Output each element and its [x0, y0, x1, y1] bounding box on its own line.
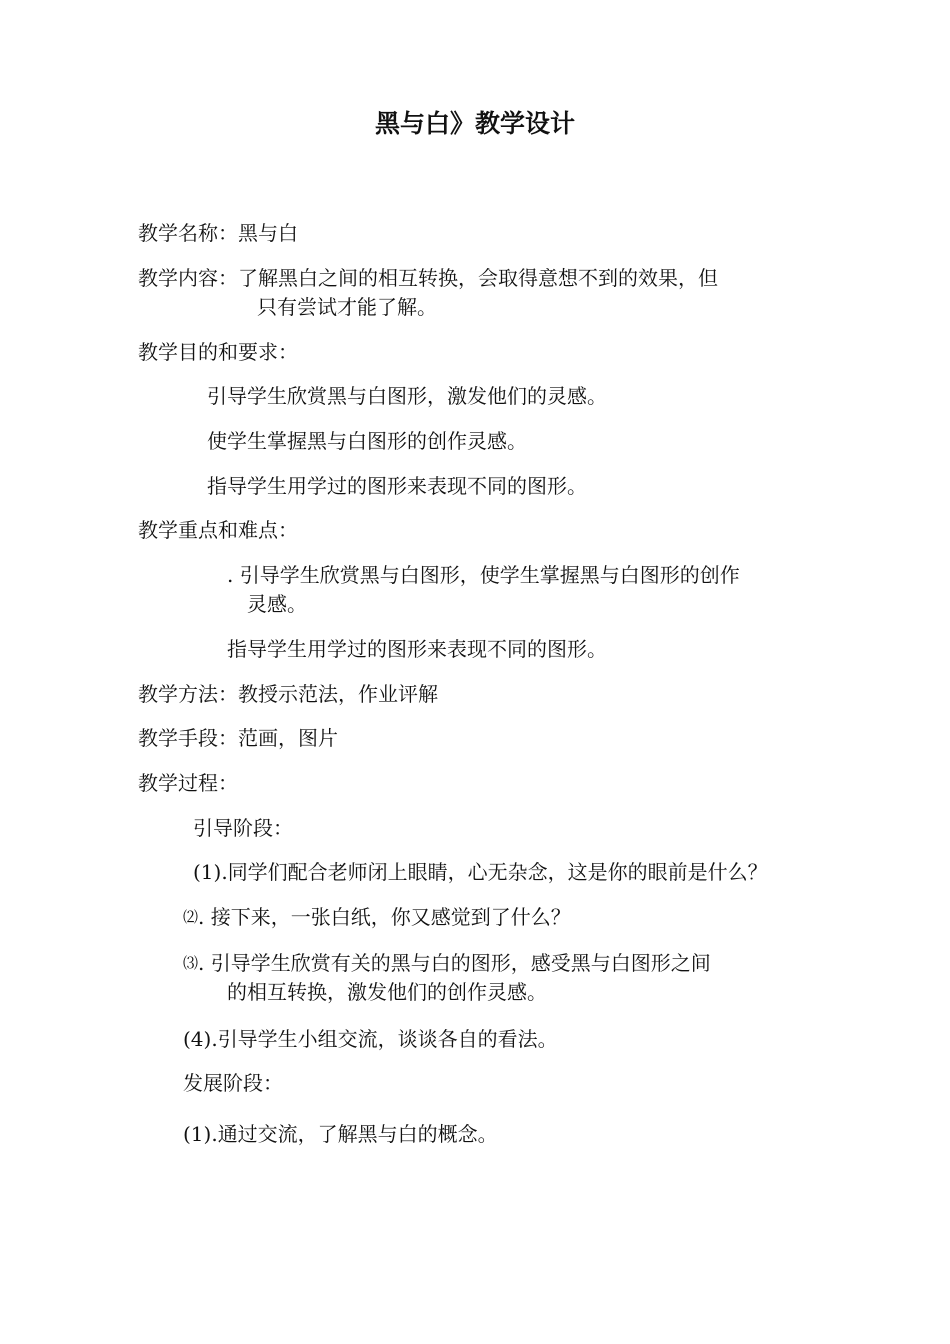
- stage-1-item-2: [183, 902, 571, 934]
- stage-1-item-4: (4).引导学生小组交流，谈谈各自的看法。: [183, 1027, 558, 1051]
- goal-item-1: 引导学生欣赏黑与白图形，激发他们的灵感。: [207, 384, 607, 408]
- stage-1-item-2-text: . 接下来，一张白纸，你又感觉到了什么？: [198, 905, 571, 929]
- goal-item-2: 使学生掌握黑与白图形的创作灵感。: [207, 429, 527, 453]
- stage-1-item-3-line-1: [183, 948, 711, 980]
- stage-1-item-3-line-2: 的相互转换，激发他们的创作灵感。: [227, 980, 547, 1004]
- teaching-method-line: 教学方法：教授示范法，作业评解: [138, 682, 438, 706]
- key-point-1-line-2: 灵感。: [247, 592, 307, 616]
- stage-1-item-1: (1).同学们配合老师闭上眼睛，心无杂念，这是你的眼前是什么？: [193, 860, 768, 884]
- document-title: 黑与白》教学设计: [374, 109, 575, 138]
- goals-heading: 教学目的和要求：: [138, 340, 298, 364]
- teaching-process-heading: 教学过程：: [138, 771, 238, 795]
- key-point-2: 指导学生用学过的图形来表现不同的图形。: [227, 637, 607, 661]
- stage-1-heading: 引导阶段：: [193, 816, 293, 840]
- stage-2-heading: 发展阶段：: [183, 1071, 283, 1095]
- teaching-name-line: 教学名称：黑与白: [138, 221, 298, 245]
- stage-1-item-3-text: . 引导学生欣赏有关的黑与白的图形，感受黑与白图形之间: [198, 951, 711, 975]
- key-points-heading: 教学重点和难点：: [138, 518, 298, 542]
- goal-item-3: 指导学生用学过的图形来表现不同的图形。: [207, 474, 587, 498]
- teaching-content-line-1: 教学内容：了解黑白之间的相互转换，会取得意想不到的效果，但: [138, 266, 718, 290]
- teaching-means-line: 教学手段：范画，图片: [138, 726, 338, 750]
- teaching-content-line-2: 只有尝试才能了解。: [257, 295, 437, 319]
- stage-1-item-2-marker: ⑵: [183, 908, 199, 926]
- stage-2-item-1: (1).通过交流，了解黑与白的概念。: [183, 1122, 498, 1146]
- stage-1-item-3-marker: ⑶: [183, 954, 199, 972]
- key-point-1-line-1: . 引导学生欣赏黑与白图形，使学生掌握黑与白图形的创作: [227, 563, 740, 587]
